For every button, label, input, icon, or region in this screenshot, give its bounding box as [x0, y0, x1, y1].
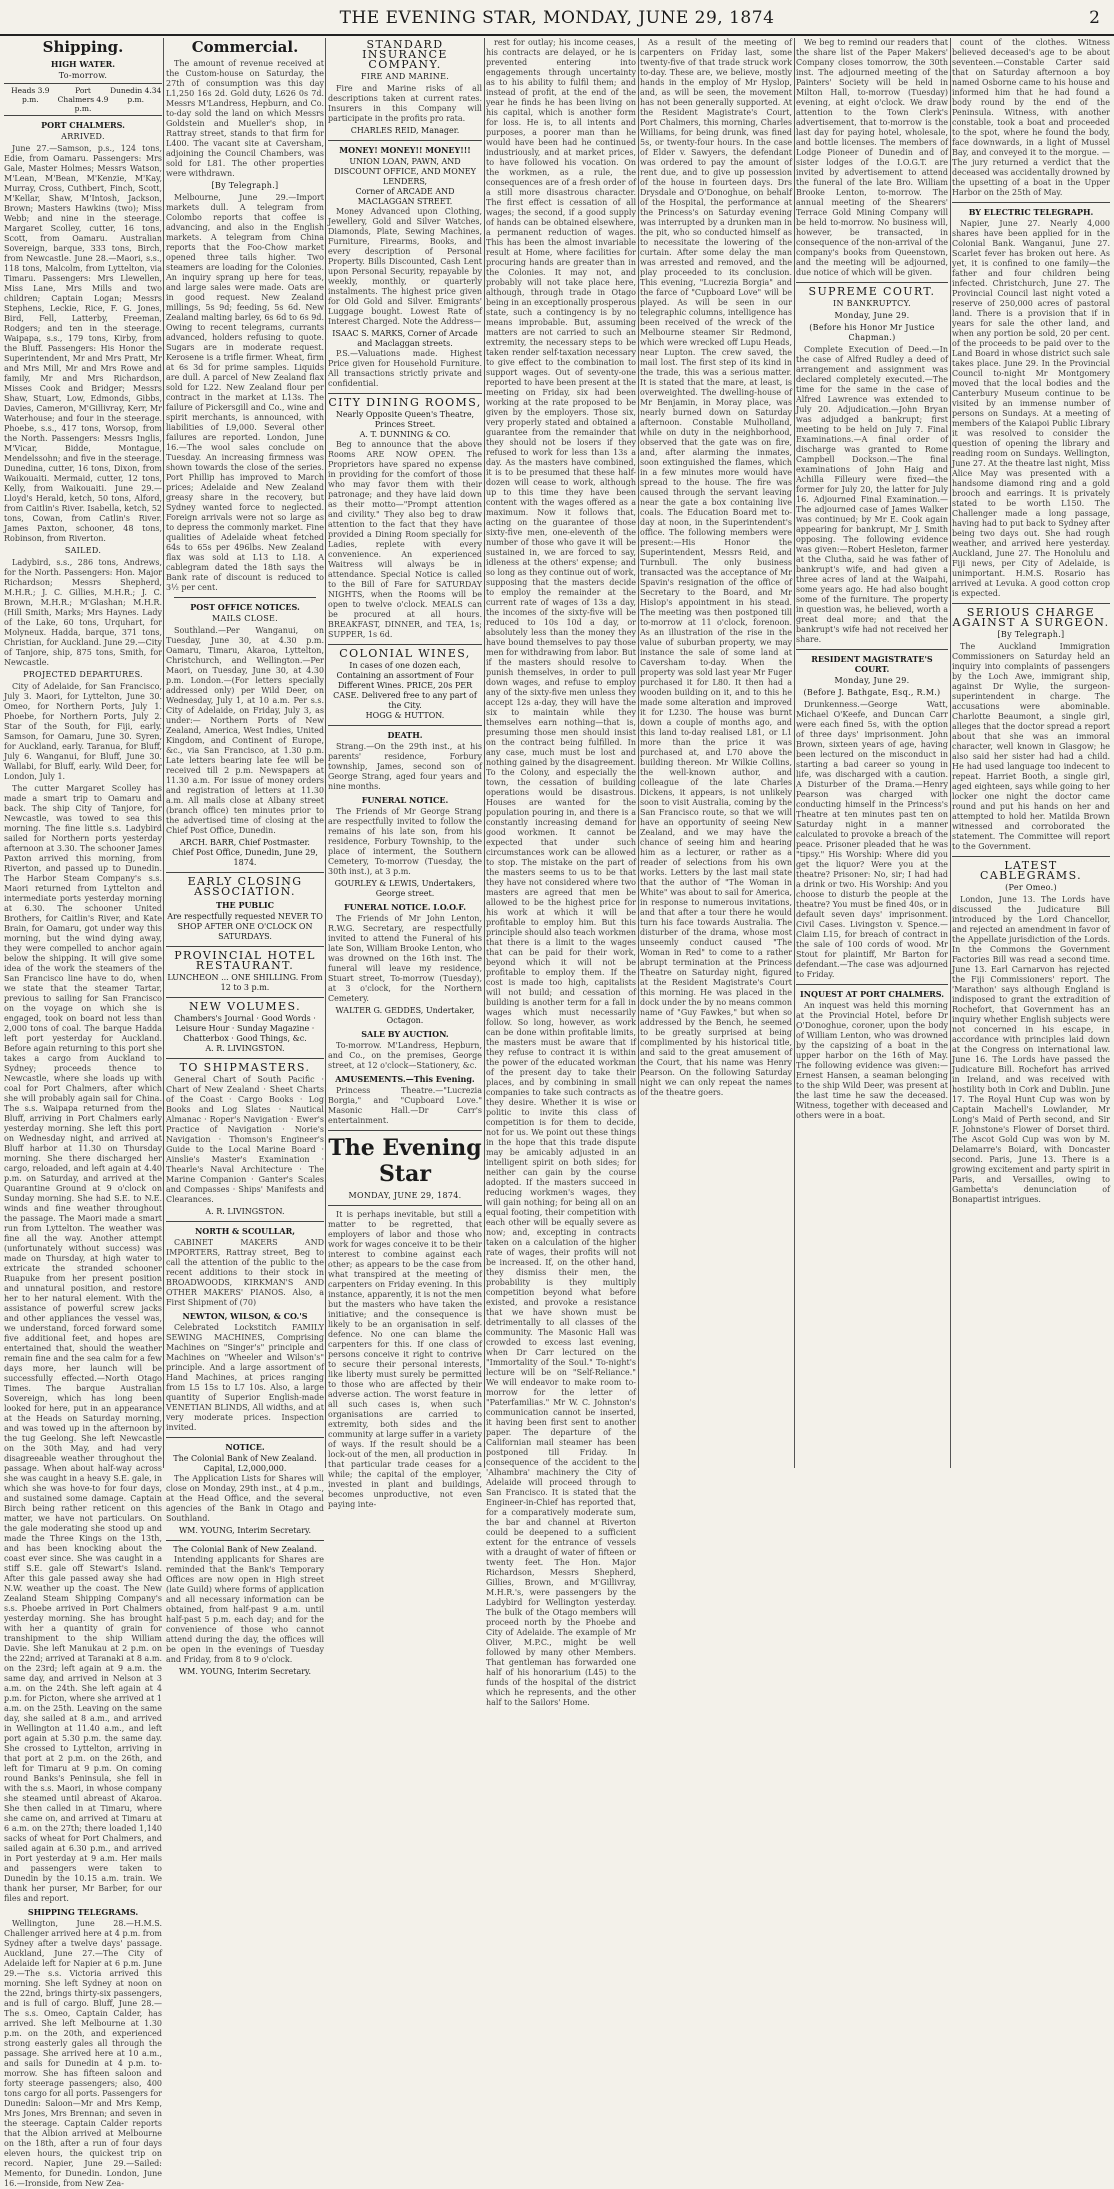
- supreme-court-date: Monday, June 29.: [834, 311, 910, 320]
- column-rule: [794, 38, 795, 1468]
- new-volumes-signature: A. R. LIVINGSTON.: [205, 1044, 285, 1053]
- funeral-notice-2-heading: FUNERAL NOTICE. I.O.O.F.: [343, 902, 467, 912]
- column-rule: [950, 38, 951, 1468]
- post-office-date: Chief Post Office, Dunedin, June 29, 1874.: [172, 848, 318, 867]
- supreme-court-heading: SUPREME COURT.: [808, 285, 936, 298]
- commercial-text: The amount of revenue received at the Custom-house on Saturday, the 27th of consumption was this day L1,250 16s 2d. Gold duty, L626 0s 7d. Messrs M'Landress, Hepburn, and Co. to-day sold the land on which Messrs Goldstein and Mueller's shop, in Rattray street, stands to that firm for L400. The vacant site at Caversham, adjoining the Council Chambers, was sold for L81. The other properties were withdrawn.: [166, 59, 324, 178]
- editorial-text: rest for outlay; his income ceases, his contracts are delayed, or he is prevented entering into engagements through uncertainty as to his ability to fulfil them; and instead of profit, at the end of the year he finds he has been living on his capital, which is another form for loss. He is, to all intents and purposes, a poorer man than he would have been had he continued industriously, and at market prices, to have followed his vocation. On the workmen, as a rule, the consequences are of a fresh order of a still more disastrous character. The first effect is cessation of all wages; the second, if a good supply of hands can be obtained elsewhere, a permanent reduction of wages. This has been the almost invariable result at Home, where facilities for procuring hands are greater than in the Colonies. It may not, and probably will not take place here, although, through trade in Otago being in an exceptionally prosperous state, such a contingency is by no means improbable. But, assuming matters are not carried to such an extremity, the necessary steps to be taken render self-taxation necessary to give effect to the combination to support wages. Out of seventy-one reported to have been present at the meeting on Friday, six had been working at the rate proposed to be given by the employers. Those six, very properly stated and obtained a guarantee from the remainder that they should not be losers if they refused to work for less than 13s a day. As the masters have combined, it is to be presumed that these half-dozen will cease to work, although up to this time they have been content with the wages offered as a maximum. Now it follows that, acting on the guarantee of those sixty-five men, one-eleventh of the number of those who gave it will be sustained in, we are forced to say, idleness at the others' expense; and so long as they continue out of work, supposing that the masters decide to employ the remainder at the current rate of wages of 13s a day, the incomes of the sixty-five will be reduced to 10s 10d a day, or absolutely less than the money they have bound themselves to pay those men for withdrawing from labor. But if the masters should resolve to punish themselves, in order to pull down wages, and refuse to employ any of the sixty-five men unless they accept 12s a-day, they will have the six to maintain while they themselves earn nothing—that is, presuming those men should insist on the contract being fulfilled. In any case, much must be lost and nothing gained by the disagreement. To the Colony, and especially the town, the cessation of building operations would be disastrous. Houses are wanted for the population pouring in, and there is a constantly increasing demand for good workmen. It cannot be expected that under such circumstances work can be allowed to stop. The mistake on the part of the masters seems to us to be that they have not considered where two masters are agreed that men be allowed to be the highest price for his work at which it will be profitable to employ him. But this principle should also teach workmen that there is a limit to the wages that can be paid for their work, beyond which it will not be profitable to employ them. If the cost is made too high, capitalists will not build; and cessation of building is another term for a fall in wages which must necessarily follow. So long, however, as work can be done within profitable limits, the masters must be aware that if they refuse to contract it is within the power of the educated workman of the present day to take their places, and by combining in small companies to take such contracts as they desire. Whether it is wise or politic to invite this class of competition is for them to decide, not for us. We point out these things in the hope that this trade dispute may be amicably adjusted in an intelligent spirit on both sides; for neither can gain by the course adopted. If the masters succeed in reducing workmen's wages, they will gain nothing; for being all on an equal footing, their competition with each other will be equally severe as now; and, excepting in contracts taken on a calculation of the higher rate of wages, their profits will not be increased. If, on the other hand, they dismiss their men, the probability is they multiply competition beyond what before existed, and provoke a resistance that we have shown must be detrimentally to all classes of the community. The Masonic Hall was crowded to excess last evening, when Dr Carr lectured on the "Immortality of the Soul." To-night's lecture will be on "Self-Reliance." We will endeavor to make room to-morrow for the letter of "Paterfamilias." Mr W. C. Johnston's communication cannot be inserted, it having been first sent to another paper. The departure of the Californian mail steamer has been postponed till Friday. In consequence of the accident to the 'Alhambra' machinery the City of Adelaide will proceed through to San Francisco. It is stated that the Engineer-in-Chief has reported that, for a comparatively moderate sum, the bar and channel at Riverton could be deepened to a sufficient extent for the entrance of vessels with a draught of water of fifteen or twenty feet. The Hon. Major Richardson, Messrs Shepherd, Gillies, Brown, and M'Gillivray, M.H.R.'s, were passengers by the Ladybird for Wellington yesterday. The bulk of the Otago members will proceed north by the Phoebe and City of Adelaide. The example of Mr Oliver, M.P.C., might be well followed by many other Members. That gentleman has forwarded one half of his honorarium (L45) to the funds of the hospital of the district which he represents, and the other half to the Sailors' Home.: [486, 38, 636, 1707]
- standard-insurance-signature: CHARLES REID, Manager.: [350, 126, 460, 135]
- resident-magistrate-before: (Before J. Bathgate, Esq., R.M.): [803, 688, 941, 697]
- departures-text: City of Adelaide, for San Francisco, July 3. Maori, for Lyttelton, June 30. Omeo, for Northern Ports, July 1. Phoebe, for Northern Ports, July 2. Star of the South, for Fiji, early. Samson, for Oamaru, June 30. Syren, for Auckland, early. Taranua, for Bluff, July 6. Wanganui, for Bluff, June 30. Wallabi, for Bluff, early. Wild Deer, for London, July 1.: [4, 682, 162, 781]
- city-dining-heading: CITY DINING ROOMS,: [328, 396, 482, 409]
- shipmasters-list: General Chart of South Pacific · Chart of New Zealand · Sheet Charts of the Coast · Cargo Books · Log Books and Log Slates · Nautical Almanac · Roper's Navigation · Ewer's Practice of Navigation · Norie's Navigation · Thomson's Engineer's Guide to the Local Marine Board · Ainslie's Master's Examination · Thearle's Naval Architecture · The Marine Companion · Ganter's Scales and Compasses · Ships' Manifests and Clearances.: [166, 1075, 324, 1204]
- city-dining-text: Beg to announce that the above Rooms ARE NOW OPEN. The Proprietors have spared no expense in providing for the comfort of those who may favor them with their patronage; and they have laid down as their motto—"Prompt attention and civility." They also beg to draw attention to the fact that they have provided a Dining Room specially for Ladies, replete with every convenience. An experienced Waitress will always be in attendance. Special Notice is called to the Bill of Fare for SATURDAY NIGHTS, when the Rooms will be open to twelve o'clock. MEALS can be procured at all hours. BREAKFAST, DINNER, and TEA, 1s; SUPPER, 1s 6d.: [328, 440, 482, 639]
- auction-heading: SALE BY AUCTION.: [361, 1029, 449, 1039]
- money-heading: MONEY! MONEY!! MONEY!!!: [339, 145, 471, 155]
- supreme-court-text: Complete Execution of Deed.—In the case of Alfred Rudley a deed of arrangement and assignment was declared completely executed.—The time for the same in the case of Alfred Lawrence was extended to July 20. Adjudication.—John Bryan was adjudged a bankrupt; first meeting to be held on July 7. Final Examinations.—A final order of discharge was granted to Rome Campbell Dockson.—The final examinations of John Haig and Achilla Filleury were fixed—the former for July 20, the latter for July 16. Adjourned Final Examination.—The adjourned case of James Walker was continued; by Mr E. Cook again appearing for bankrupt, Mr J. Smith opposing. The following evidence was given:—Robert Hesleton, farmer at the Clutha, said he was father of bankrupt's wife, and had given a three acres of land at the Waipahi, some years ago. He had also bought some of the furniture. The property in question was, he believed, worth a great deal more; and that the bankrupt's wife had not received her share.: [796, 345, 948, 644]
- local-notices-text: We beg to remind our readers that the share list of the Paper Makers' Company closes tomorrow, the 30th inst. The adjourned meeting of the Painters' Society will be held in Milton Hall, to-morrow (Tuesday) evening, at eight o'clock. We draw attention to the Town Clerk's advertisement, that to-morrow is the last day for paying hotel, wholesale, and bottle licenses. The members of Lodge Pioneer of Dunedin and of sister lodges of the I.O.G.T. are invited by advertisement to attend the funeral of the late Bro. William Brooke Lenton, to-morrow. The annual meeting of the Shearers' Terrace Gold Mining Company will be held to-morrow. No business will, however, be transacted, in consequence of the non-arrival of the company's books from Queenstown, and the meeting will be adjourned, due notice of which will be given.: [796, 38, 948, 277]
- editorial-date: MONDAY, JUNE 29, 1874.: [348, 1191, 462, 1200]
- serious-charge-heading: SERIOUS CHARGE AGAINST A SURGEON.: [952, 606, 1110, 629]
- shipping-news-text: The cutter Margaret Scolley has made a smart trip to Oamaru and back. The ship City of Tanjore, for Newcastle, was towed to sea this morning. The fine little s.s. Ladybird sailed for Northern ports yesterday afternoon at 3.30. The schooner James Paxton arrived this morning, from Riverton, and passed up to Dunedin. The Harbor Steam Company's s.s. Maori returned from Lyttelton and intermediate ports yesterday morning at 6.30. The schooner United Brothers, for Caitlin's River, and Kate Brain, for Oamaru, got under way this morning, but the wind dying away, they were compelled to anchor again below the shipping. It will give some idea of the work the steamers of the San Francisco line have to do, when we state that the steamer Tartar, previous to sailing for San Francisco on the voyage on which she is engaged, took on board not less than 2,000 tons of coal. The barque Hadda left port yesterday for Auckland. Before again returning to this port she takes a cargo from Auckland to Sydney; proceeds thence to Newcastle, where she loads up with coal for Port Chalmers, after which she will probably again sail for China. The s.s. Waipapa returned from the Bluff, arriving in Port Chalmers early yesterday morning. She left this port on Wednesday night, and arrived at Bluff harbor at 11.30 on Thursday morning. She there discharged her cargo, reloaded, and left again at 4.40 p.m. on Saturday, and arrived at the Quarantine Ground at 9 o'clock on Sunday morning. She had S.E. to N.E. winds and fine weather throughout the passage. The Maori made a smart run from Lyttelton. The weather was fine all the way. Another attempt (unfortunately without success) was made on Thursday, at high water to extricate the stranded schooner Ruapuke from her present position and unnatural position, and restore her to her natural element. With the assistance of powerful screw jacks and other appliances the vessel was, we understand, forced forward some five additional feet, and hopes are entertained that, should the weather remain fine and the sea calm for a few days more, her launch will be successfully effected.—North Otago Times. The barque Australian Sovereign, which has long been looked for here, put in an appearance at the Heads on Saturday morning, and was towed up in the afternoon by the tug Geelong. She left Newcastle on the 30th May, and had very disagreeable weather throughout the passage. When about half-way across she was caught in a heavy S.E. gale, in which she was hove-to for four days, and sustained some damage. Captain Birch being rather reticent on this matter, we have not particulars. On the gale moderating she stood up and made the Three Kings on the 13th, and has been knocking about the coast ever since. She was caught in a stiff S.E. gale off Stewart's Island. After this gale passed away she had N.W. weather up the coast. The New Zealand Steam Shipping Company's s.s. Phoebe arrived in Port Chalmers yesterday morning. She has brought with her a quantity of grain for transhipment to the ship William Davie. She left Manukau at 2 p.m. on the 22nd; arrived at Taranaki at 8 a.m. on the 23rd; left again at 9 a.m. the same day, and arrived in Nelson at 3 a.m. on the 24th. She left again at 4 p.m. for Picton, where she arrived at 1 a.m. on the 25th. Leaving on the same day, she sailed at 8 a.m., and arrived in Wellington at 11.40 a.m., and left port again at 5.30 p.m. the same day. She crossed to Lyttelton, arriving in that port at 2 p.m. on the 26th, and left for Timaru at 9 p.m. On coming round Banks's Peninsula, she fell in with the s.s. Maori, in whose company she steamed until abreast of Akaroa. She then called in at Timaru, where she came on, and arrived at Timaru at 6 a.m. on the 27th; there loaded 1,140 sacks of wheat for Port Chalmers, and sailed again at 6.30 p.m., and arrived in Port yesterday at 9 a.m. Her mails and passengers were taken to Dunedin by the 10.15 a.m. train. We thank her purser, Mr Barber, for our files and report.: [4, 784, 162, 1903]
- tide-heads: Heads 3.9 p.m.: [11, 86, 50, 104]
- column-courts: [796, 38, 948, 1468]
- city-dining-signature: A. T. DUNNING & CO.: [359, 430, 451, 439]
- newton-wilson-text: Celebrated Lockstitch FAMILY SEWING MACHINES, Comprising Machines on "Singer's" principle and Machines on "Wheeler and Wilson's" principle. And a large assortment of Hand Machines, at prices ranging from L5 15s to L7 10s. Also, a large quantity of Superior English-made VENETIAN BLINDS, All widths, and at very moderate prices. Inspection invited.: [166, 1323, 324, 1432]
- departures-heading: PROJECTED DEPARTURES.: [23, 670, 143, 679]
- post-office-heading: POST OFFICE NOTICES.: [190, 602, 300, 612]
- post-office-signature: ARCH. BARR, Chief Postmaster.: [180, 838, 310, 847]
- standard-insurance-heading: STANDARD INSURANCE COMPANY.: [362, 38, 448, 71]
- bankruptcy-heading: IN BANKRUPTCY.: [833, 299, 911, 308]
- supreme-court-before: (Before his Honor Mr Justice Chapman.): [809, 323, 935, 342]
- column-rule: [484, 38, 485, 1468]
- resident-magistrate-text: Drunkenness.—George Watt, Michael O'Keefe, and Duncan Carr were each fined 5s, with the option of three days' imprisonment. John Brown, sixteen years of age, having been lectured on the misconduct in starting a bad career so young in life, was discharged with a caution. A Disturber of the Drama.—Henry Pearson was charged with conducting himself in the Princess's Theatre at ten minutes past ten on Saturday night in a manner calculated to provoke a breach of the peace. Prisoner pleaded that he was "tipsy." His Worship: Where did you get the liquor? Were you at the theatre? Prisoner: No, sir; I had had a drink or two. His Worship: And you choose to disturb the people at the theatre? You must be fined 40s, or in default seven days' imprisonment. Civil Cases. Livingston v. Spence.—Claim L15, for breach of contract in the sale of 100 cords of wood. Mr Stout for plaintiff, Mr Barton for defendant.—The case was adjourned to Friday.: [796, 700, 948, 979]
- electric-telegraph-heading: BY ELECTRIC TELEGRAPH.: [968, 207, 1094, 217]
- shipping-telegrams-heading: SHIPPING TELEGRAMS.: [27, 1907, 139, 1917]
- arrivals-text: June 27.—Samson, p.s., 124 tons, Edie, from Oamaru. Passengers: Mrs Gale, Master Holmes; Messrs Watson, M'Lean, M'Bean, M'Kenzie, M'Kay, Murray, Cross, Cuthbert, Finch, Scott, M'Kellar, Shaw, M'Intosh, Jackson, Brown; Masters Hawkins (two); Miss Webb; and nine in the steerage. Margaret Scolley, cutter, 16 tons, Scott, from Oamaru. Australian Sovereign, barque, 333 tons, Birch, from Newcastle. June 28.—Maori, s.s., 118 tons, Malcolm, from Lyttelton, via Timaru. Passengers: Mrs Llewellen, Miss Lane, Mrs Mills and two children; Captain Logan; Messrs Stephens, Leckie, Rice, F. G. Jones, Bird, Fell, Latterby, Freeman, Rodgers; and ten in the steerage. Waipapa, s.s., 179 tons, Kirby, from the Bluff. Passengers: His Honor the Superintendent, Mr and Mrs Pratt, Mr and Mrs Mill, Mr and Mrs Rowe and family, Mr and Mrs Richardson, Misses Cook and Bridger; Messrs Shaw, Stuart, Low, Edmonds, Gibbs, Davies, Cameron, M'Gillivray, Kerr, Mr Waterhouse; and four in the steerage. Phoebe, s.s., 417 tons, Worsop, from the North. Passengers: Messrs Inglis, M'Vicar, Bidde, Montague, Mendelssohn; and five in the steerage. Dunedina, cutter, 16 tons, Dixon, from Waikouaiti. Mermaid, cutter, 12 tons, Kelly, from Waikouaiti. June 29.—Lloyd's Herald, ketch, 50 tons, Alford, from Caitlin's River. Isabella, ketch, 52 tons, Cowan, from Catlin's River. James Paxton, schooner, 48 tons, Robinson, from Riverton.: [4, 144, 162, 543]
- north-scoullar-text: CABINET MAKERS AND IMPORTERS, Rattray street, Beg to call the attention of the public to the recent additions to their stock in BROADWOODS, KIRKMAN'S AND OTHER MAKERS' PIANOS. Also, a First Shipment of (70): [166, 1238, 324, 1307]
- notice-heading: NOTICE.: [225, 1442, 265, 1452]
- union-loan-sub: Corner of ARCADE AND MACLAGGAN STREET.: [355, 187, 455, 206]
- commercial-telegraph-text: Melbourne, June 29.—Import markets dull. A telegram from Colombo reports that coffee is advancing, and also in the English markets. A telegram from China reports that the Foo-Chow market opened three tails higher. Two steamers are loading for the Colonies. An inquiry sprang up here for teas, and large sales were made. Oats are in good request. New Zealand millings, 5s 9d; feeding, 5s 6d. New Zealand malting barley, 6s 6d to 6s 9d. Owing to recent telegrams, currants advanced, holders refusing to quote. Sugars are in moderate request. Kerosene is a trifle firmer. Wheat, firm at 6s 3d for prime samples. Liquids are dull. A parcel of New Zealand flax sold for L22. New Zealand flour per contract in the market at L13s. The failure of Pickersgill and Co., wine and spirit merchants, is announced, with liabilities of L9,000. Several other failures are reported. London, June 16.—The wool sales conclude on Tuesday. An increasing firmness was shown towards the close of the series. Port Phillip has improved to March prices; Adelaide and New Zealand greasy share in the recovery, but Sydney wanted force to neglected. Foreign arrivals were not so large as to depress the commonly market. Fine qualities of Adelaide wheat fetched 64s to 65s per 496lbs. New Zealand flax was sold at L13 to L18. A cablegram dated the 18th says the Bank rate of discount is reduced to 3½ per cent.: [166, 193, 324, 592]
- resident-magistrate-date: Monday, June 29.: [834, 676, 910, 685]
- amusements-text: Princess Theatre.—"Lucrezia Borgia," and "Cupboard Love." Masonic Hall.—Dr Carr's entertainment.: [328, 1086, 482, 1125]
- standard-insurance-text: Fire and Marine risks of all descriptions taken at current rates. Insurers in this Company will participate in the profits pro rata.: [328, 84, 482, 123]
- local-news-text: As a result of the meeting of carpenters on Friday last, some twenty-five of that trade struck work to-day. These are, we believe, mostly hands in the employ of Mr Hyslop, and, as will be seen, the movement has not been generally supported. At the Resident Magistrate's Court, Port Chalmers, this morning, Charles Williams, for being drunk, was fined 5s, or twenty-four hours. In the case of Elder v. Sawyers, the defendant was ordered to pay the amount of rent due, and to give up possession of the house in fourteen days. Drs Drysdale and O'Donoghue, on behalf of the Hospital, the performance at the Princess's on Saturday evening was interrupted by a drunken man in the pit, who so conducted himself as to necessitate the lowering of the curtain. After some delay the man was arrested and removed, and the play proceeded to its conclusion. This evening, "Lucrezia Borgia" and the farce of "Cupboard Love" will be played. As will be seen in our telegraphic columns, intelligence has been received of the wreck of the Melbourne steamer Sir Redmond, which were wrecked off Lupu Heads, near Lupton. The crew saved, the mail lost. The first step of its kind in the trade, this was a serious matter. It is stated that the mare, at least, is overweighted. The dwelling-house of Mr Benjamin, in Moray place, was nearly burned down on Saturday afternoon. Constable Mulholland, while on duty in the neighborhood, observed that the gate was on fire, and, after alarming the inmates, soon extinguished the flames, which in a few minutes more would have spread to the house. The fire was caused through the servant leaving near the gate a box containing live coals. The Education Board met to-day at noon, in the Superintendent's office. The following members were present:—His Honor the Superintendent, Messrs Reid, and Turnbull. The only business transacted was the acceptance of Mr Spavin's resignation of the office of Secretary to the Board, and Mr Hislop's appointment in his stead. The meeting was then postponed till to-morrow at 11 o'clock, forenoon. As an illustration of the rise in the value of suburban property, we may instance the sale of some land at Caversham to-day. When the property was sold last year Mr Fuger purchased it for L80. It then had a wooden building on it, and to this he made some alteration and improved it for L230. The house was burnt down a couple of months ago, and this land to-day realised L81, or L1 more than the price it was purchased at, and L70 above the building thereon. Mr Wilkie Collins, the well-known author, and colleague of the late Charles Dickens, it appears, is not unlikely soon to visit Australia, coming by the San Francisco route, so that we will have an opportunity of seeing New Zealand, and we may have the chance of seeing him and hearing him as a lecturer, or rather as a reader of selections from his own works. Letters by the last mail state that the author of "The Woman in White" was about to sail for America, in response to numerous invitations, and that after a tour there he would turn his face towards Australia. The disturber of the drama, whose most unseemly conduct caused "The Woman in Red" to come to a rather abrupt termination at the Princess Theatre on Saturday night, figured at the Resident Magistrate's Court this morning. He was placed in the dock under the by no means common name of "Guy Fawkes," but when so addressed by the Bench, he seemed to be greatly surprised at being complimented by his historical title, and said to the great amusement of the Court, that his name was Henry Pearson. On the following Saturday night we can only repeat the names of the theatre goers.: [640, 38, 793, 1097]
- amusements-heading: AMUSEMENTS.—This Evening.: [335, 1074, 475, 1084]
- death-text: Strang.—On the 29th inst., at his parents' residence, Forbury township, James, second son of George Strang, aged four years and nine months.: [328, 742, 482, 791]
- column-editorial-continued: [486, 38, 636, 1707]
- colonial-wines-heading: COLONIAL WINES,: [339, 647, 471, 660]
- shipmasters-heading: TO SHIPMASTERS.: [179, 1061, 311, 1074]
- funeral-notice-2-signature: WALTER G. GEDDES, Undertaker, Octagon.: [335, 1006, 475, 1025]
- union-loan-heading: UNION LOAN, PAWN, AND DISCOUNT OFFICE, AND MONEY LENDERS,: [334, 157, 476, 186]
- tide-dunedin: Dunedin 4.34 p.m.: [110, 86, 162, 104]
- north-scoullar-heading: NORTH & SCOULLAR,: [194, 1226, 296, 1236]
- electric-telegraph-text: Napier, June 27. Nearly 4,000 shares have been applied for in the Colonial Bank. Wanganui, June 27. Scarlet fever has broken out here. As yet, it is confined to one family—the father and four children being infected. Christchurch, June 27. The Provincial Council last night voted a reserve of 250,000 acres of pastoral land. There is a provision that if in years for sale the other land, and when any portion be sold, 20 per cent. of the proceeds to be paid over to the Land Board in whose district such sale takes place. June 29. In the Provincial Council to-night Mr Montgomery moved that the local bodies and the Canterbury Museum continue to be visited by an immense number of persons on Sundays. At a meeting of members of the Kaiapoi Public Library it was resolved to consider the question of opening the library and reading room on Sundays. Wellington, June 27. At the theatre last night, Miss Alice May was presented with a handsome diamond ring and a gold brooch and earrings. It is privately stated to be worth L150. The Challenger made a long passage, having had to put back to Sydney after being two days out. She had rough weather, and arrived here yesterday. Auckland, June 27. The Honolulu and Fiji news, per City of Adelaide, is unimportant. H.M.S. Rosario has arrived at Levuka. A good cotton crop is expected.: [952, 219, 1110, 598]
- shipmasters-signature: A. R. LIVINGSTON.: [205, 1207, 285, 1216]
- funeral-notice-signature: GOURLEY & LEWIS, Undertakers, George street.: [334, 879, 476, 898]
- section-heading-commercial: Commercial.: [191, 38, 299, 56]
- inquest-heading: INQUEST AT PORT CHALMERS.: [800, 989, 944, 999]
- sailed-text: Ladybird, s.s., 286 tons, Andrews, for the North. Passengers: Hon. Major Richardson; Messrs Shepherd, M.H.R.; J. C. Gillies, M.H.R.; J. C. Brown, M.H.R.; M'Glashan; M.H.R. (Hill Smith, Marks; Mrs Haynes. Lady of the Lake, 60 tons, Urquhart, for Molyneux. Hadda, barque, 371 tons, Christian, for Auckland. June 29.—City of Tanjore, ship, 875 tons, Smith, for Newcastle.: [4, 558, 162, 667]
- latest-cablegrams-text: London, June 13. The Lords have discussed the Judicature Bill introduced by the Lord Chancellor, and rejected an amendment in favor of the Appellate jurisdiction of the Lords. In the Commons the Government Factories Bill was read a second time. June 13. Earl Carnarvon has rejected the Fiji Commissioners' report. The 'Marathon' says although England is indisposed to grant the extradition of Rochefort, that Government has an inquiry whether English subjects were not concerned in his escape, in accordance with principles laid down at the Congress on international law. June 16. The Lords have passed the Judicature Bill. Rochefort has arrived in Ireland, and was received with hostility both in Cork and Dublin. June 17. The Royal Hunt Cup was won by Captain Machell's Lowlander, Mr Long's Maid of Perth second, and Sir F. Johnstone's Flower of Dorset third. The Ascot Gold Cup was won by M. Delamarre's Boiard, with Doncaster second. Paris, June 13. There is a growing excitement and party spirit in Paris, and Versailles, owing to Gambetta's denunciation of Bonapartist intrigues.: [952, 895, 1110, 1204]
- provincial-hotel-text: LUNCHEON ... ONE SHILLING. From 12 to 3 p.m.: [167, 973, 323, 992]
- auction-text: To-morrow. M'Landress, Hepburn, and Co., on the premises, George street, at 12 o'clock—Stationery, &c.: [328, 1041, 482, 1070]
- union-loan-text: Money Advanced upon Clothing, Jewellery, Gold and Silver Watches, Diamonds, Plate, Sewing Machines, Furniture, Firearms, Books, and every description of Personal Property. Bills Discounted, Cash Lent upon Personal Security, repayable by weekly, monthly, or quarterly instalments. The highest price given for Old Gold and Silver. Emigrants' Luggage bought. Lowest Rate of Interest Charged. Note the Address—: [328, 207, 482, 326]
- shipping-telegrams-text: Wellington, June 28.—H.M.S. Challenger arrived here at 4 p.m. from Sydney after a twelve days' passage. Auckland, June 27.—The City of Adelaide left for Napier at 6 p.m. June 29.—The s.s. Victoria arrived this morning. She left Sydney at noon on the 22nd, brings thirty-six passengers, and is full of cargo. Bluff, June 28.—The s.s. Omeo, Captain Calder, has arrived. She left Melbourne at 1.30 p.m. on the 20th, and experienced strong easterly gales all through the passage. She arrived here at 10 a.m., and sails for Dunedin at 4 p.m. to-morrow. She has fifteen saloon and forty steerage passengers; also, 400 tons cargo for all ports. Passengers for Dunedin: Saloon—Mr and Mrs Kemp, Mrs Jones, Mrs Brennan; and seven in the steerage. Captain Calder reports that the Albion arrived at Melbourne on the 18th, after a run of four days eleven hours, the quickest trip on record. Napier, June 29.—Sailed: Memento, for Dunedin. London, June 16.—Ironside, from New Zea-: [4, 1919, 162, 2188]
- newspaper-nameplate: The Evening Star: [328, 1135, 482, 1187]
- city-dining-sub: Nearly Opposite Queen's Theatre, Princes Street.: [335, 410, 475, 429]
- bank-notice-2-signature: WM. YOUNG, Interim Secretary.: [178, 1667, 312, 1676]
- early-closing-public: THE PUBLIC: [216, 900, 274, 910]
- tide-heading: HIGH WATER.: [50, 59, 116, 69]
- colonial-wines-signature: HOGG & HUTTON.: [365, 711, 445, 720]
- latest-cablegrams-sub: (Per Omeo.): [1005, 883, 1057, 892]
- leader-text: It is perhaps inevitable, but still a matter to be regretted, that employers of labor and those who work for wages conceive it to be their interest to combine against each other; as appears to be the case from what transpired at the meeting of carpenters on Friday evening. In this instance, apparently, it is not the men but the masters who have taken the initiative; and the consequence is likely to be an organisation in self-defence. No one can blame the carpenters for this. If one class of persons conceive it right to contrive to secure their personal interests, like liberty must surely be permitted to those who are affected by their adverse action. The worst feature in all such cases is, when such organisations are carried to extremity, both sides and the community at large suffer in a variety of ways. If the result should be a lock-out of the men, all production in that particular trade ceases for a while; the capital of the employer, invested in plant and buildings, becomes unproductive, not even paying inte-: [328, 1210, 482, 1509]
- column-rule: [163, 38, 164, 1468]
- masthead: [0, 0, 1114, 36]
- bank-notice-text: The Application Lists for Shares will close on Monday, 29th inst., at 4 p.m., at the Head Office, and the several agencies of the Bank in Otago and Southland.: [166, 1474, 324, 1523]
- column-commercial: [166, 38, 324, 1676]
- tide-subheading: To-morrow.: [58, 71, 108, 80]
- column-rule: [325, 38, 326, 1468]
- column-rule: [638, 38, 639, 1468]
- serious-charge-text: The Auckland Immigration Commissioners on Saturday held an inquiry into complaints of passengers by the Loch Awe, immigrant ship, against Dr Wylie, the surgeon-superintendent in charge. The accusations were abominable. Charlotte Beaumont, a single girl, alleges that the doctor spread a report about that she was an immoral character, well known in Glasgow; he also said her sister had had a child. He had used language too indecent to repeat. Harriet Booth, a single girl, aged eighteen, says while going to her locker one night the doctor came round and put his hands on her and attempted to hold her. Matilda Brown witnessed and corroborated the statement. The Committee will report to the Government.: [952, 642, 1110, 851]
- page-number: 2: [1089, 8, 1100, 28]
- masthead-title: THE EVENING STAR, MONDAY, JUNE 29, 1874: [339, 8, 775, 28]
- column-shipping: [4, 38, 162, 2188]
- arrived-heading: ARRIVED.: [61, 132, 105, 141]
- tide-table: [4, 83, 162, 116]
- death-heading: DEATH.: [387, 730, 423, 740]
- bank-notice-signature: WM. YOUNG, Interim Secretary.: [178, 1526, 312, 1535]
- colonial-wines-text: In cases of one dozen each, Containing an assortment of Four Different Wines. PRICE, 20s PER CASE. Delivered free to any part of the City.: [333, 661, 477, 710]
- mails-close-heading: MAILS CLOSE.: [212, 614, 278, 623]
- column-local-news: [640, 38, 792, 1468]
- inquest-continued-text: count of the clothes. Witness believed deceased's age to be about seventeen.—Constable Carter said that on Saturday afternoon a boy named Osborne came to his house and informed him that he had found a body round by the end of the Peninsula. Witness, with another constable, took a boat and proceeded to the spot, where he found the body, face downwards, in a light of Mussel Bay, and conveyed it to the morgue. —The jury returned a verdict that the deceased was accidentally drowned by the upsetting of a boat in the Upper Harbor on the 25th of May.: [952, 38, 1110, 197]
- inquest-text: An inquest was held this morning at the Provincial Hotel, before Dr O'Donoghue, coroner, upon the body of William Lenton, who was drowned by the capsizing of a boat in the upper harbor on the 16th of May. The following evidence was given:—Ernest Hansen, a seaman belonging to the ship Wild Deer, was present at the last time he saw the deceased. Witness, together with deceased and others were in a boat.: [796, 1001, 948, 1120]
- funeral-notice-heading: FUNERAL NOTICE.: [361, 795, 449, 805]
- by-telegraph-label: [By Telegraph.]: [211, 181, 279, 190]
- latest-cablegrams-heading: LATEST CABLEGRAMS.: [979, 859, 1083, 882]
- funeral-notice-2-text: The Friends of Mr John Lenton, R.W.G. Secretary, are respectfully invited to attend the Funeral of his late Son, William Brooke Lenton, who was drowned on the 16th inst. The funeral will leave my residence, Stuart street, To-morrow (Tuesday), at 3 o'clock, for the Northern Cemetery.: [328, 914, 482, 1003]
- bank-notice-title: The Colonial Bank of New Zealand. Capital, L2,000,000.: [173, 1454, 317, 1473]
- newton-wilson-heading: NEWTON, WILSON, & CO.'S: [182, 1311, 308, 1321]
- bank-notice-2-title: The Colonial Bank of New Zealand.: [173, 1545, 317, 1554]
- early-closing-text: Are respectfully requested NEVER TO SHOP AFTER ONE O'CLOCK ON SATURDAYS.: [167, 912, 323, 941]
- tide-port-chalmers: Port Chalmers 4.9 p.m.: [57, 86, 109, 113]
- sailed-heading: SAILED.: [64, 546, 102, 555]
- port-heading: PORT CHALMERS.: [41, 120, 125, 130]
- standard-insurance-sub: FIRE AND MARINE.: [360, 72, 450, 81]
- union-loan-signature: ISAAC S. MARKS, Corner of Arcade and Maclaggan streets.: [332, 329, 478, 348]
- new-volumes-heading: NEW VOLUMES.: [189, 1000, 301, 1013]
- column-advertisements: [328, 38, 482, 1509]
- new-volumes-list: Chambers's Journal · Good Words · Leisure Hour · Sunday Magazine · Chatterbox · Good Things, &c.: [174, 1014, 316, 1043]
- union-loan-ps: P.S.—Valuations made. Highest Price given for Household Furniture. All transactions strictly private and confidential.: [328, 349, 482, 388]
- funeral-notice-text: The Friends of Mr George Strang are respectfully invited to follow the remains of his late son, from his residence, Forbury Township, to the place of interment, the Southern Cemetery, To-morrow (Tuesday, the 30th inst.), at 3 p.m.: [328, 807, 482, 876]
- serious-charge-sub: [By Telegraph.]: [997, 630, 1065, 639]
- column-telegrams: [952, 38, 1110, 1468]
- provincial-hotel-heading: PROVINCIAL HOTEL RESTAURANT.: [174, 949, 316, 972]
- resident-magistrate-heading: RESIDENT MAGISTRATE'S COURT.: [811, 654, 933, 674]
- bank-notice-2-text: Intending applicants for Shares are reminded that the Bank's Temporary Offices are now open in High street (late Guild) where forms of application and all necessary information can be obtained, from half-past 9 a.m. until half-past 5 p.m. each day; and for the convenience of those who cannot attend during the day, the offices will be open in the evenings of Tuesday and Friday, from 8 to 9 o'clock.: [166, 1555, 324, 1664]
- post-office-text: Southland.—Per Wanganui, on Tuesday, June 30, at 4.30 p.m. Oamaru, Timaru, Akaroa, Lyttelton, Christchurch, and Wellington.—Per Maori, on Tuesday, June 30, at 4.30 p.m. London.—(For letters specially addressed only) per Wild Deer, on Wednesday, July 1, at 10 a.m. Per s.s. City of Adelaide, on Friday, July 3, as under:— Northern Ports of New Zealand, America, West Indies, United Kingdom, and Continent of Europe, &c., via San Francisco, at 1.30 p.m. Late letters bearing late fee will be received till 2 p.m. Newspapers at 11.30 a.m. For issue of money orders and registration of letters at 11.30 a.m. All mails close at Albany street (branch office) ten minutes prior to the advertised time of closing at the Chief Post Office, Dunedin.: [166, 626, 324, 835]
- section-heading-shipping: Shipping.: [42, 38, 124, 56]
- early-closing-heading: EARLY CLOSING ASSOCIATION.: [187, 875, 303, 898]
